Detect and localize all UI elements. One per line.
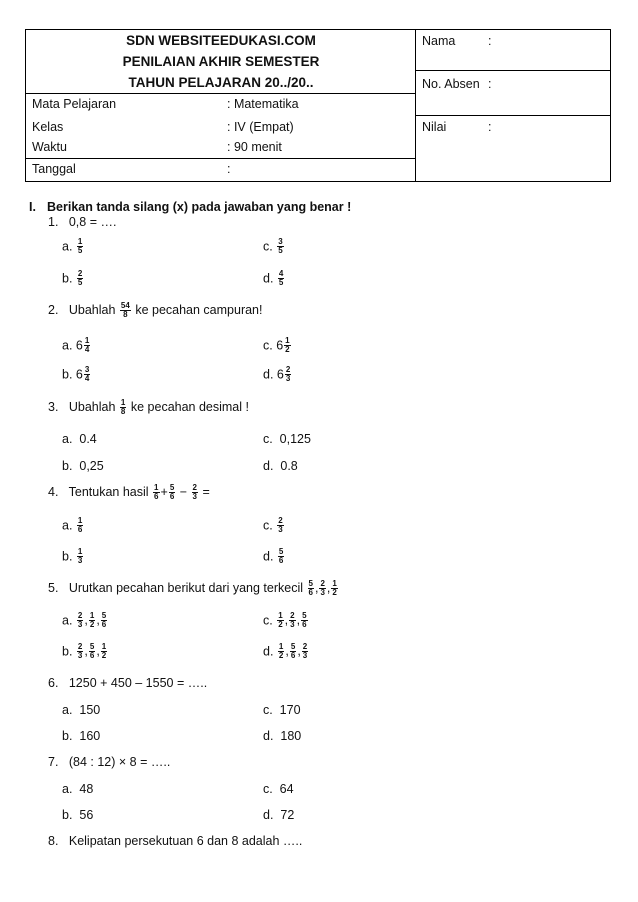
option-6b[interactable]: b. 160: [62, 729, 101, 743]
identity-table: [25, 29, 611, 182]
numerator: 1: [120, 398, 126, 407]
numerator: 3: [278, 237, 283, 246]
option-3a[interactable]: a. 0.4: [62, 432, 97, 446]
option-label: a.: [62, 338, 73, 353]
table-divider: [26, 158, 415, 159]
option-7b[interactable]: b. 56: [62, 808, 94, 822]
numerator: 2: [192, 483, 197, 492]
table-divider-vertical: [415, 30, 416, 181]
denominator: 6: [154, 492, 159, 501]
denominator: 3: [302, 651, 308, 660]
absen-colon: :: [488, 77, 492, 91]
denominator: 5: [278, 278, 284, 287]
numerator: 1: [84, 336, 90, 345]
whole-number: 6: [75, 338, 83, 353]
date-value: :: [227, 162, 231, 176]
denominator: 4: [84, 345, 90, 354]
fraction: [278, 548, 284, 565]
fraction: [319, 580, 325, 597]
numerator: 2: [285, 365, 291, 374]
numerator: 1: [77, 547, 83, 556]
numerator: 5: [89, 642, 95, 651]
operator: =: [202, 484, 210, 499]
numerator: 1: [77, 516, 83, 525]
option-6d[interactable]: d. 180: [263, 729, 302, 743]
numerator: 2: [77, 642, 83, 651]
numerator: 1: [278, 611, 283, 620]
numerator: 2: [290, 611, 295, 620]
option-label: c.: [263, 338, 273, 353]
fraction: [169, 484, 175, 501]
numerator: 2: [302, 642, 308, 651]
question-4: [48, 484, 210, 501]
whole-number: 6: [75, 367, 83, 382]
numerator: 54: [120, 301, 130, 310]
fraction: [77, 643, 83, 660]
option-label: d.: [263, 367, 274, 382]
option-label: a.: [62, 613, 73, 628]
fraction: [77, 548, 83, 565]
denominator: 6: [169, 492, 175, 501]
fraction: [101, 612, 107, 629]
denominator: 6: [302, 620, 307, 629]
question-text: (84 : 12) × 8 = …..: [68, 755, 171, 769]
numerator: 5: [308, 579, 313, 588]
denominator: 5: [278, 246, 283, 255]
denominator: 3: [320, 588, 325, 597]
denominator: 5: [77, 246, 83, 255]
school-name: SDN WEBSITEEDUKASI.COM: [126, 33, 316, 48]
name-label: Nama: [422, 34, 456, 48]
option-label: b.: [62, 367, 73, 382]
numerator: 5: [290, 642, 296, 651]
numerator: 5: [278, 547, 284, 556]
denominator: 3: [192, 492, 197, 501]
operator: −: [179, 484, 188, 499]
question-text: Kelipatan persekutuan 6 dan 8 adalah …..: [68, 834, 303, 848]
class-value: : IV (Empat): [227, 120, 294, 134]
fraction: [331, 580, 337, 597]
denominator: 3: [290, 620, 295, 629]
question-6: [48, 676, 207, 690]
option-1a[interactable]: [62, 238, 84, 255]
denominator: 2: [278, 620, 283, 629]
denominator: 8: [123, 310, 128, 319]
option-label: b.: [62, 271, 73, 286]
option-label: d.: [263, 271, 274, 286]
option-label: c.: [263, 613, 273, 628]
fraction: [301, 612, 307, 629]
fraction: [285, 366, 291, 383]
fraction: [77, 270, 83, 287]
question-text: 1250 + 450 – 1550 = …..: [68, 676, 208, 690]
numerator: 3: [84, 365, 90, 374]
table-divider: [415, 115, 611, 116]
option-3b[interactable]: b. 0,25: [62, 459, 104, 473]
score-colon: :: [488, 120, 492, 134]
option-7c[interactable]: c. 64: [263, 782, 294, 796]
denominator: 3: [77, 651, 83, 660]
denominator: 2: [332, 588, 337, 597]
option-label: b.: [62, 549, 73, 564]
denominator: 3: [77, 556, 83, 565]
option-5a[interactable]: a. $\frac{2}{3}$ , $\frac{1}{2}$ , $\frac{5}{6}$: [62, 611, 107, 629]
numerator: 2: [278, 516, 283, 525]
whole-number: 6: [276, 367, 284, 382]
option-4a[interactable]: [62, 517, 84, 534]
fraction: [89, 643, 95, 660]
option-5b[interactable]: b. $\frac{2}{3}$ , $\frac{5}{6}$ , $\frac{1}{2}$: [62, 642, 107, 660]
question-text: ke pecahan campuran!: [135, 302, 263, 317]
denominator: 8: [120, 407, 126, 416]
table-divider: [415, 70, 611, 71]
question-number: 1.: [48, 215, 59, 229]
date-label: Tanggal: [32, 162, 76, 176]
denominator: 4: [84, 374, 90, 383]
option-label: c.: [263, 518, 273, 533]
fraction: [308, 580, 314, 597]
option-label: a.: [62, 518, 73, 533]
question-text: Urutkan pecahan berikut dari yang terkecil: [68, 580, 304, 595]
class-label: Kelas: [32, 120, 64, 134]
option-5d[interactable]: d. $\frac{1}{2}$ , $\frac{5}{6}$ , $\frac{2}{3}$: [263, 642, 308, 660]
numerator: 1: [285, 336, 290, 345]
question-5: 5. Urutkan pecahan berikut dari yang terkecil $\frac{5}{6}$ , $\frac{2}{3}$ , $\frac{1}{2}$: [48, 579, 337, 597]
option-6c[interactable]: c. 170: [263, 703, 301, 717]
exam-title: PENILAIAN AKHIR SEMESTER: [122, 54, 320, 69]
subject-value: : Matematika: [227, 97, 299, 111]
question-text: Tentukan hasil: [68, 484, 149, 499]
numerator: 2: [320, 579, 325, 588]
denominator: 6: [77, 525, 83, 534]
denominator: 3: [278, 525, 283, 534]
option-7a[interactable]: a. 48: [62, 782, 94, 796]
numerator: 1: [89, 611, 95, 620]
option-4d[interactable]: [263, 548, 285, 565]
denominator: 2: [101, 651, 107, 660]
numerator: 1: [77, 237, 83, 246]
denominator: 3: [285, 374, 291, 383]
option-label: d.: [263, 644, 274, 659]
fraction: [290, 643, 296, 660]
question-number: 7.: [48, 755, 59, 769]
fraction: [277, 517, 283, 534]
option-6a[interactable]: a. 150: [62, 703, 101, 717]
fraction: [302, 643, 308, 660]
fraction: [277, 238, 283, 255]
option-2a[interactable]: [62, 337, 91, 354]
question-3: [48, 399, 249, 416]
score-label: Nilai: [422, 120, 447, 134]
absen-label: No. Absen: [422, 77, 480, 91]
question-8: [48, 834, 302, 848]
denominator: 6: [290, 651, 296, 660]
numerator: 2: [77, 269, 83, 278]
option-3c[interactable]: c. 0,125: [263, 432, 311, 446]
numerator: 5: [302, 611, 307, 620]
option-1b[interactable]: [62, 270, 84, 287]
numerator: 4: [278, 269, 284, 278]
fraction: [101, 643, 107, 660]
numerator: 5: [169, 483, 175, 492]
question-1: [48, 215, 116, 229]
question-number: 2.: [48, 302, 59, 317]
subject-label: Mata Pelajaran: [32, 97, 117, 111]
denominator: 6: [308, 588, 313, 597]
option-5c[interactable]: c. $\frac{1}{2}$ , $\frac{2}{3}$ , $\frac{5}{6}$: [263, 611, 307, 629]
fraction: [277, 612, 283, 629]
denominator: 2: [278, 651, 284, 660]
fraction: [77, 238, 83, 255]
question-number: 6.: [48, 676, 59, 690]
numerator: 1: [332, 579, 337, 588]
option-label: c.: [263, 239, 273, 254]
option-2d[interactable]: [263, 366, 292, 383]
fraction: [120, 399, 126, 416]
whole-number: 6: [276, 338, 284, 353]
fraction: [120, 302, 131, 319]
denominator: 5: [77, 278, 83, 287]
option-7d[interactable]: d. 72: [263, 808, 295, 822]
fraction: [89, 612, 95, 629]
denominator: 3: [77, 620, 83, 629]
numerator: 1: [101, 642, 107, 651]
question-text: ke pecahan desimal !: [130, 399, 249, 414]
section-numeral: I.: [29, 200, 36, 214]
school-year: TAHUN PELAJARAN 20../20..: [128, 75, 314, 90]
fraction: [278, 643, 284, 660]
question-7: [48, 755, 170, 769]
denominator: 6: [278, 556, 284, 565]
numerator: 1: [154, 483, 159, 492]
fraction: [77, 612, 83, 629]
table-divider: [26, 93, 415, 94]
fraction: [84, 366, 90, 383]
option-1d[interactable]: [263, 270, 285, 287]
question-text: Ubahlah: [68, 399, 116, 414]
fraction: [284, 337, 290, 354]
fraction: [77, 517, 83, 534]
fraction: [192, 484, 198, 501]
option-label: a.: [62, 239, 73, 254]
option-2c[interactable]: [263, 337, 292, 354]
question-number: 3.: [48, 399, 59, 414]
denominator: 2: [89, 620, 95, 629]
numerator: 1: [278, 642, 284, 651]
option-4c[interactable]: [263, 517, 285, 534]
numerator: 2: [77, 611, 83, 620]
option-2b[interactable]: [62, 366, 91, 383]
denominator: 2: [285, 345, 290, 354]
option-label: d.: [263, 549, 274, 564]
fraction: [289, 612, 295, 629]
option-3d[interactable]: d. 0.8: [263, 459, 298, 473]
question-text: Ubahlah: [68, 302, 116, 317]
question-number: 8.: [48, 834, 59, 848]
time-label: Waktu: [32, 140, 67, 154]
question-2: [48, 302, 262, 319]
option-1c[interactable]: [263, 238, 285, 255]
question-number: 4.: [48, 484, 59, 499]
question-number: 5.: [48, 580, 59, 595]
fraction: [278, 270, 284, 287]
name-colon: :: [488, 34, 492, 48]
fraction: [153, 484, 159, 501]
numerator: 5: [101, 611, 107, 620]
question-text: 0,8 = ….: [68, 215, 117, 229]
option-label: b.: [62, 644, 73, 659]
denominator: 6: [101, 620, 107, 629]
time-value: : 90 menit: [227, 140, 282, 154]
fraction: [84, 337, 90, 354]
operator: +: [160, 484, 168, 499]
option-4b[interactable]: [62, 548, 84, 565]
section-instruction: Berikan tanda silang (x) pada jawaban yang benar !: [47, 200, 352, 214]
denominator: 6: [89, 651, 95, 660]
